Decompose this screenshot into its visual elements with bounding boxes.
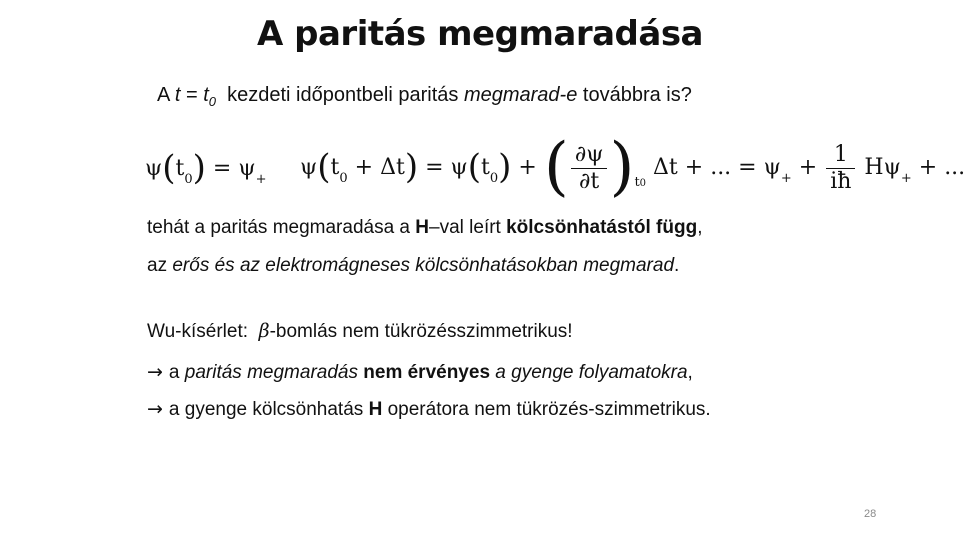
partial-derivative-fraction: $\frac{\partial\psi}{\partial t}$	[571, 142, 608, 195]
question-rest-a: kezdeti időpontbeli paritás	[227, 84, 459, 106]
question-var-t: t	[174, 84, 181, 106]
question-prefix: A	[157, 84, 170, 106]
question-t0: $t_0$	[203, 84, 216, 109]
slide-title: A paritás megmaradása	[257, 14, 703, 54]
right-arrow-icon: →	[147, 361, 163, 383]
question-equals: =	[185, 84, 198, 106]
page-number: 28	[864, 508, 877, 520]
text-line-weak-processes: → a paritás megmaradás nem érvényes a gyenge folyamatokra,	[147, 361, 693, 383]
text-line-weak-operator: → a gyenge kölcsönhatás H operátora nem tükrözés-szimmetrikus.	[147, 398, 711, 420]
equation-time-evolution: $\psi(t_0 + \Delta t) = \psi(t_0)$ + ( $\frac{\partial\psi}{\partial t}$ )$_{t0}$ Δt + ... = $\psi_+$ + $\frac{1}{iħ}$ $H\psi_+$ + ...	[300, 130, 965, 204]
right-arrow-icon: →	[147, 398, 163, 420]
question-rest-b: továbbra is?	[582, 84, 692, 106]
question-line	[157, 84, 692, 109]
equation-initial-state: $\psi(t_0) = \psi_+$	[145, 148, 267, 188]
text-line-wu-experiment: Wu-kísérlet: β-bomlás nem tükrözésszimmetrikus!	[147, 320, 573, 342]
beta-symbol: β	[258, 320, 270, 342]
text-line-strong-em: az erős és az elektromágneses kölcsönhatásokban megmarad.	[147, 255, 680, 276]
text-line-parity-depends: tehát a paritás megmaradása a H–val leírt kölcsönhatástól függ,	[147, 217, 703, 238]
question-italic-word: megmarad-e	[463, 84, 578, 106]
hbar-fraction: $\frac{1}{iħ}$	[826, 142, 855, 195]
